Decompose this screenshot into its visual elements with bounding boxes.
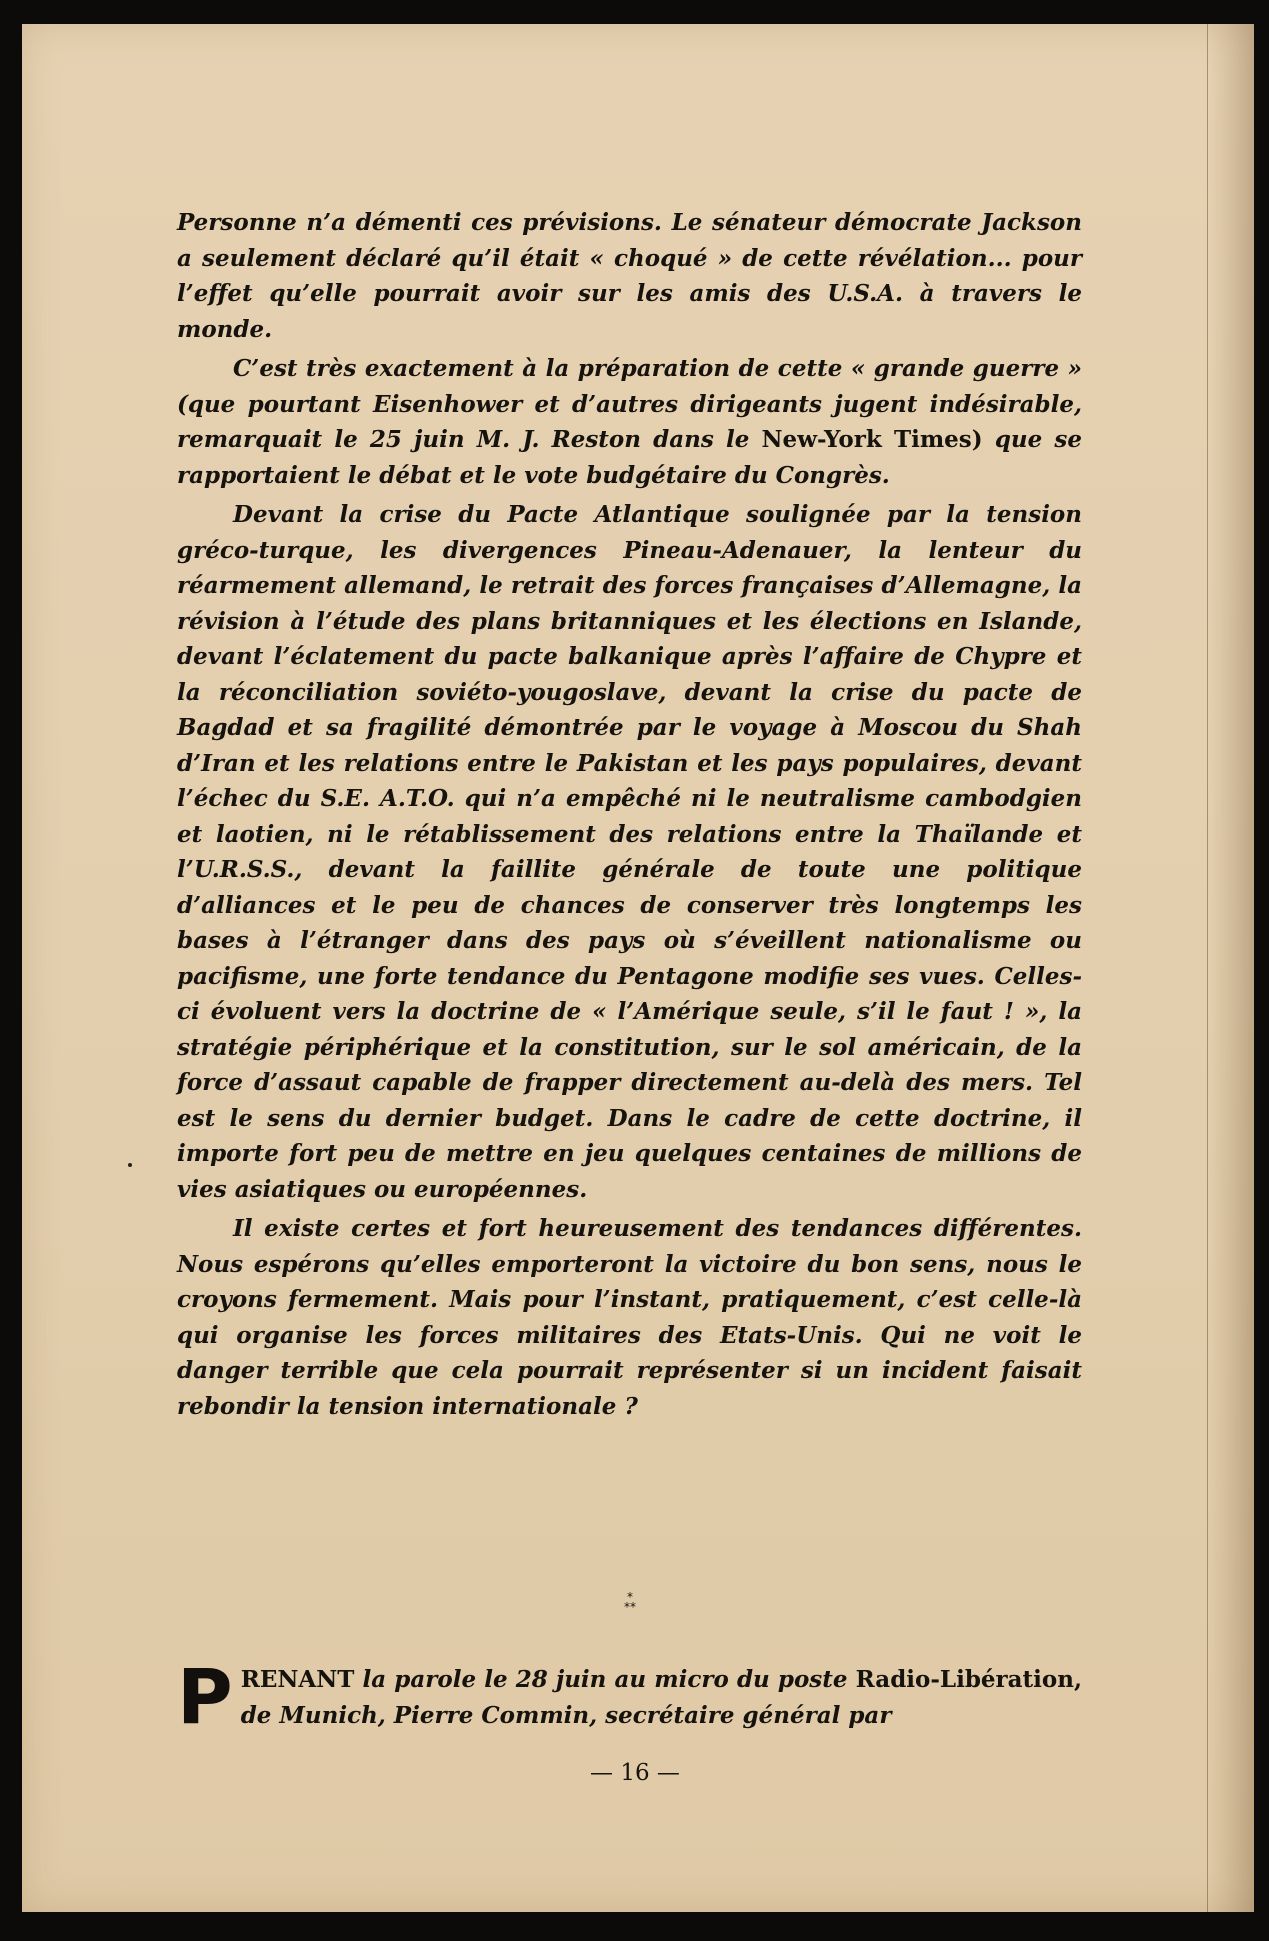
newspaper-name: New-York Times) bbox=[761, 426, 983, 453]
final-paragraph bbox=[177, 1652, 1082, 1741]
drop-cap-letter: P bbox=[177, 1652, 233, 1741]
paragraph-2 bbox=[177, 351, 1082, 493]
opening-word: RENANT bbox=[240, 1666, 355, 1693]
paragraph-4: Il existe certes et fort heureusement des tendances différentes. Nous espérons qu’elles emporteront la victoire du bon sens, nous le croyons fermement. Mais pour l’instant, pratiquement, c’est celle-là qui organise les forces militaires des Etats-Unis. Qui ne voit le danger terrible que cela pourrait représenter si un incident faisait rebondir la tension internationale ? bbox=[177, 1215, 1082, 1420]
paragraph-2-text-after: que se rapportaient le débat et le vote budgétaire du Congrès. bbox=[177, 426, 1082, 489]
paragraph-3: Devant la crise du Pacte Atlantique soulignée par la tension gréco-turque, les divergences Pineau-Adenauer, la lenteur du réarmement allemand, le retrait des forces françaises d’Allemagne, la révision à l’étude des plans britanniques et les élections en Islande, devant l’éclatement du pacte balkanique après l’affaire de Chypre et la réconciliation soviéto-yougoslave, devant la crise du pacte de Bagdad et sa fragilité démontrée par le voyage à Moscou du Shah d’Iran et les relations entre le Pakistan et les pays populaires, devant l’échec du S.E. A.T.O. qui n’a empêché ni le neutralisme cambodgien et laotien, ni le rétablissement des relations entre la Thaïlande et l’U.R.S.S., devant la faillite générale de toute une politique d’alliances et le peu de chances de conserver très longtemps les bases à l’étranger dans des pays où s’éveillent nationalisme ou pacifisme, une forte tendance du Pentagone modifie ses vues. Celles-ci évoluent vers la doctrine de « l’Amérique seule, s’il le faut ! », la stratégie périphérique et la constitution, sur le sol américain, de la force d’assaut capable de frapper directement au-delà des mers. Tel est le sens du dernier budget. Dans le cadre de cette doctrine, il importe fort peu de mettre en jeu quelques centaines de millions de vies asiatiques ou européennes. bbox=[177, 501, 1082, 1203]
final-paragraph-text-2: de Munich, Pierre Commin, secrétaire général par bbox=[240, 1702, 892, 1729]
body-text bbox=[177, 205, 1082, 1428]
paragraph-1: Personne n’a démenti ces prévisions. Le sénateur démocrate Jackson a seulement déclaré qu’il était « choqué » de cette révélation... pour l’effet qu’elle pourrait avoir sur les amis des U.S.A. à travers le monde. bbox=[177, 209, 1082, 343]
section-separator bbox=[610, 1592, 650, 1612]
paragraph-2-text-before: C’est très exactement à la préparation de cette « grande guerre » (que pourtant Eisenhower et d’autres dirigeants jugent indésirable, remarquait le 25 juin M. J. Reston dans le bbox=[177, 355, 1082, 453]
radio-station-name: Radio-Libération, bbox=[855, 1666, 1082, 1693]
page-number: — 16 — bbox=[590, 1760, 680, 1786]
separator-star-bottom: ** bbox=[624, 1600, 636, 1614]
separator-star-top: * bbox=[627, 1590, 633, 1604]
page-edge-shadow bbox=[1207, 24, 1254, 1912]
paper-speck bbox=[128, 1163, 132, 1167]
final-paragraph-text-1: la parole le 28 juin au micro du poste bbox=[362, 1666, 848, 1693]
